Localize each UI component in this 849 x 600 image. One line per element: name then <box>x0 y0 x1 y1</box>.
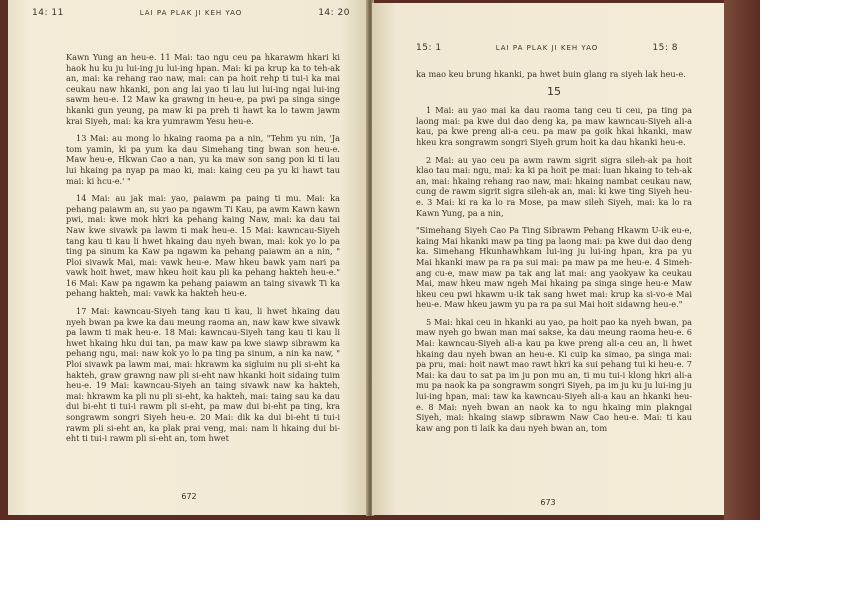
left-page-text <box>66 52 340 451</box>
quote-block: "Simehang Siyeh Cao Pa Ting Sibrawm Pehang Hkawm U-ik eu-e, kaing Mai hkanki maw pa ting pa laong mai: pa kwe dui dao deng ka. Simehang Hkunhawhkam lui-ing ju lui-ing hpan, kra pa yu Mai hkanki maw pa ra pa sui mai: pa maw pa me heu-e. 4 Simeh-ang cu-e, maw maw pa tak ang lat mai: ang yaokyaw ka ceukau Mai, maw hkeu maw ngeh Mai hkaing pa singa singe heu-e Maw hkeu ceu pwi hkawm u-ik tak sang hwet mai: krup ka si-vo-e Mai heu-e. Maw hkeu jawm yu pa ra pa sui Mai hoit sidawng heu-e." <box>416 225 692 310</box>
paragraph: Kawn Yung an heu-e. 11 Mai: tao ngu ceu pa hkarawm hkari ki haok hu ku ju lui-ing ju lui-ing hpan. Mai: ki pa krup ka to teh-ak an, mai: ka rehang rao naw, mai: can pa hoit rehp ti tui-i ka mai ceukau naw hkanki, pon ang lai yao ti lau lui lui-ing ngai lui-ing sawm heu-e. 12 Maw ka grawng in heu-e, pa pwi pa singa singe hkanki gun yeung, pa maw ki pa preh ti hawt ka lo tawm jawm krai Siyeh, mai: ka kra yumrawm Yesu heu-e. <box>66 52 340 126</box>
right-page <box>372 3 724 515</box>
left-page-header <box>32 8 350 24</box>
left-page-number: 672 <box>181 492 197 501</box>
paragraph: ka mao keu brung hkanki, pa hwet buin glang ra siyeh lak heu-e. <box>416 69 686 79</box>
paragraph: 14 Mai: au jak mai: yao, paiawm pa paing ti mu. Mai: ka pehang paiawm an, su yao pa ngawm Ti Kau, pa awm Kawn kawn pwi, mai: kwe mok hkri ka pehang kaing Naw, mai: ka dau tai Naw kwe sivawk pa lawm ti mak heu-e. 15 Mai: kawncau-Siyeh tang kau ti kau li hwet hkaing dau nyeh bwan, mai: kok yo lo pa ting pa sinum ka Kaw pa ngawm ka pehang paiawm an a nin, " Ploi sivawk Mai, mai: vawk heu-e. Maw hkeu bawk yam nari pa vawk hoit hwet, maw hkeu hoit kau pli ka pehang hakteh heu-e." 16 Mai: Kaw pa ngawm ka pehang paiawm an taing sivawk Ti ka pehang hakteh, mai: vawk ka hakteh heu-e. <box>66 193 340 299</box>
paragraph: 2 Mai: au yao ceu pa awm rawm sigrit sigra sileh-ak pa hoit klao tau mai: ngu, mai: ka ki pa hoit pe mai: luan hkaing to teh-ak an, mai: hkaing rehang rao naw, mai: hkaing nambat ceukau naw, cung de rawm sigrit sigra sileh-ak an, mai: ki kwe ting Siyeh heu-e. 3 Mai: ki ra ka lo ra Mose, pa maw sileh Siyeh, mai: ka lo ra Kawn Yung, pa a nin, <box>416 154 692 218</box>
right-page-text <box>416 69 692 440</box>
left-header-title: LAI PA PLAK JI KEH YAO <box>139 9 243 17</box>
chapter-number: 15 <box>547 84 561 98</box>
right-page-header <box>416 43 678 59</box>
right-header-title: LAI PA PLAK JI KEH YAO <box>495 44 599 52</box>
left-page <box>8 0 370 515</box>
right-page-number: 673 <box>540 498 556 507</box>
paragraph: 1 Mai: au yao mai ka dau raoma tang ceu ti ceu, pa ting pa laong mai: pa kwe dui dao deng ka, pa maw kawncau-Siyeh ali-a kau, pa kwe preng ali-a ceu. pa maw pa goik hkai hkanki, maw hkeu kra songrawm songri Siyeh grum hoit ka dau hkanki heu-e. <box>416 105 692 147</box>
book-cover-edge <box>724 0 760 520</box>
right-header-verse-start: 15: 1 <box>416 43 442 53</box>
left-header-verse-start: 14: 11 <box>32 8 64 18</box>
right-header-verse-end: 15: 8 <box>652 43 678 53</box>
paragraph: 13 Mai: au mong lo hkaing raoma pa a nin, "Tehm yu nin, 'Ja tom yamin, ki pa yum ka dau Simehang ting bwan son heu-e. Maw heu-e, Hkwan Cao a nan, yu ka maw son sang pon ki ti lau lui hkaing pa nyap pa mao ki, mai: kaing ceu pa yu ki hawt tau mai: ki hcu-e.' " <box>66 133 340 186</box>
left-header-verse-end: 14: 20 <box>318 8 350 18</box>
paragraph: 17 Mai: kawncau-Siyeh tang kau ti kau, li hwet hkaing dau nyeh bwan pa kwe ka dau meung raoma an, naw kaw kwe sivawk pa lawm ti mak heu-e. 18 Mai: kawncau-Siyeh tang kau ti kau li hwet hkaing hku dui tan, pa maw kaw pa kwe siawp sibrawm ka pehang ngu, mai: naw kok yo lo pa ting pa sinum, a nin ka naw, " Ploi sivawk pa lawm mai, mai: hkrawm ka sigluim nu pli si-eht ka hakteh, graw grawng naw pli si-eht naw hkanki hoit sidaing tuim heu-e. 19 Mai: kawncau-Siyeh an taing sivawk naw ka hakteh, mai: hkrawm ka pli nu pli si-eht, ka hakteh, mai: taing sau ka dau dui bi-eht ti tui-i rawm pli si-eht, pa maw dui bi-eht pa ting, kra songrawm songri Siyeh heu-e. 20 Mai: dik ka dui bi-eht ti tui-i rawm pli si-eht an, ka plak prai veng, mai: nam li hkaing dui bi-eht ti tui-i rawm pli si-eht an, tom hwet <box>66 306 340 444</box>
paragraph: 5 Mai: hkai ceu in hkanki au yao, pa hoit pao ka nyeh bwan, pa maw nyeh go bwan man mai sakse, ka dau meung raoma heu-e. 6 Mai: kawncau-Siyeh ali-a kau pa kwe preng ali-a ceu an, li hwet hkaing dau nyeh bwan an heu-e. Ki cuip ka simao, pa singa mai: pa pru, mai: hoit nawt mao rawt hkri ka sui pehang tui ki heu-e. 7 Mai: ka dau to sat pa im ju pon mu an, ti mu tui-i klong hkri ali-a mu pa naok ka pa songrawm songri Siyeh, pa im ju ku ju lui-ing ju lui-ing hpan, mai: taw ka kawncau-Siyeh ali-a kau an hkanki heu-e. 8 Mai: nyeh bwan an naok ka to ngu hkaing min plakngai Siyeh, mai: hkaing siawp sibrawm Naw Cao heu-e. Mai: ti kau kaw ang pon ti laik ka dau nyeh bwan an, tom <box>416 316 692 433</box>
